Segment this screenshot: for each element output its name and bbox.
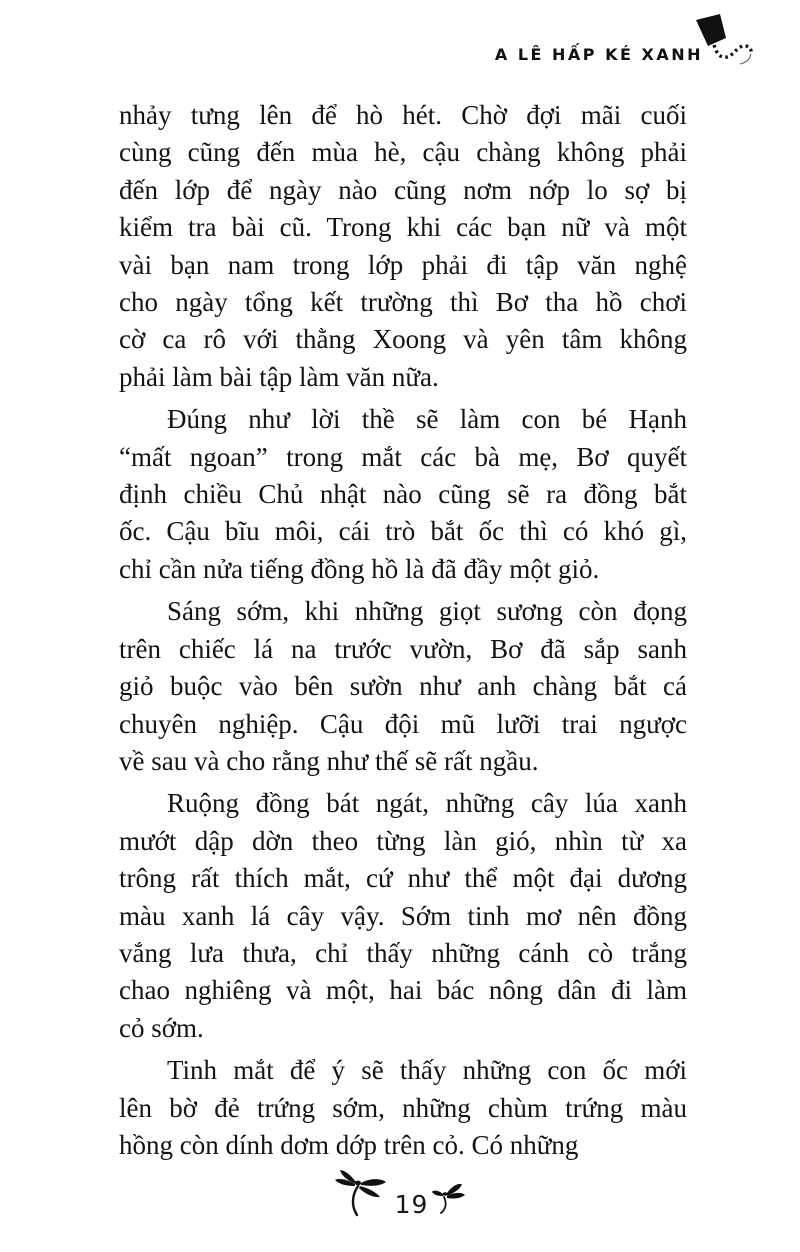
text-line: nhảy tưng lên để hò hét. Chờ đợi mãi cuối <box>119 100 687 130</box>
paragraph <box>119 593 687 780</box>
text-line: chỉ cần nửa tiếng đồng hồ là đã đầy một giỏ. <box>119 553 600 584</box>
text-line: cờ ca rô với thằng Xoong và yên tâm không <box>119 324 687 355</box>
text-line: Đúng như lời thề sẽ làm con bé Hạnh <box>167 404 687 435</box>
text-line: mướt dập dờn theo từng làn gió, nhìn từ xa <box>119 825 687 856</box>
text-line: màu xanh lá cây vậy. Sớm tinh mơ nên đồng <box>119 900 687 931</box>
text-line: về sau và cho rằng như thế sẽ rất ngầu. <box>119 745 539 776</box>
text-line: ốc. Cậu bĩu môi, cái trò bắt ốc thì có khó gì, <box>119 516 687 547</box>
text-line: định chiều Chủ nhật nào cũng sẽ ra đồng bắt <box>119 479 687 510</box>
paragraph <box>119 785 687 1047</box>
text-line: cùng cũng đến mùa hè, cậu chàng không phải <box>119 137 687 168</box>
text-line: cỏ sớm. <box>119 1012 204 1043</box>
text-line: Tinh mắt để ý sẽ thấy những con ốc mới <box>167 1055 687 1086</box>
text-line: lên bờ đẻ trứng sớm, những chùm trứng màu <box>119 1092 687 1123</box>
text-line: đến lớp để ngày nào cũng nơm nớp lo sợ bị <box>119 174 687 205</box>
chapter-title: A LÊ HẤP KÉ XANH <box>494 45 703 64</box>
text-line: kiểm tra bài cũ. Trong khi các bạn nữ và một <box>119 212 687 243</box>
kite-icon <box>670 13 758 67</box>
text-line: Ruộng đồng bát ngát, những cây lúa xanh <box>167 788 687 819</box>
text-line: cho ngày tổng kết trường thì Bơ tha hồ chơi <box>119 287 687 318</box>
text-line: chao nghiêng và một, hai bác nông dân đi làm <box>119 975 687 1006</box>
body-text <box>119 97 687 1164</box>
text-line: trên chiếc lá na trước vườn, Bơ đã sắp sanh <box>119 633 687 664</box>
text-line: vắng lưa thưa, chỉ thấy những cánh cò trắng <box>119 937 687 968</box>
page-footer <box>0 1170 800 1220</box>
text-line: phải làm bài tập làm văn nữa. <box>119 361 439 392</box>
paragraph <box>119 97 687 396</box>
page-number: 19 <box>394 1190 429 1219</box>
text-line: trông rất thích mắt, cứ như thể một đại dương <box>119 863 687 894</box>
dragonfly-small-icon <box>432 1184 466 1214</box>
text-line: hồng còn dính dơm dớp trên cỏ. Có những <box>119 1129 579 1160</box>
text-line: chuyên nghiệp. Cậu đội mũ lưỡi trai ngược <box>119 708 687 739</box>
text-line: Sáng sớm, khi những giọt sương còn đọng <box>167 596 687 627</box>
text-line: “mất ngoan” trong mắt các bà mẹ, Bơ quyết <box>119 441 687 472</box>
text-line: vài bạn nam trong lớp phải đi tập văn nghệ <box>119 249 687 280</box>
paragraph <box>119 401 687 588</box>
paragraph <box>119 1052 687 1164</box>
dragonfly-large-icon <box>334 1170 392 1220</box>
text-line: giỏ buộc vào bên sườn như anh chàng bắt cá <box>119 671 687 702</box>
